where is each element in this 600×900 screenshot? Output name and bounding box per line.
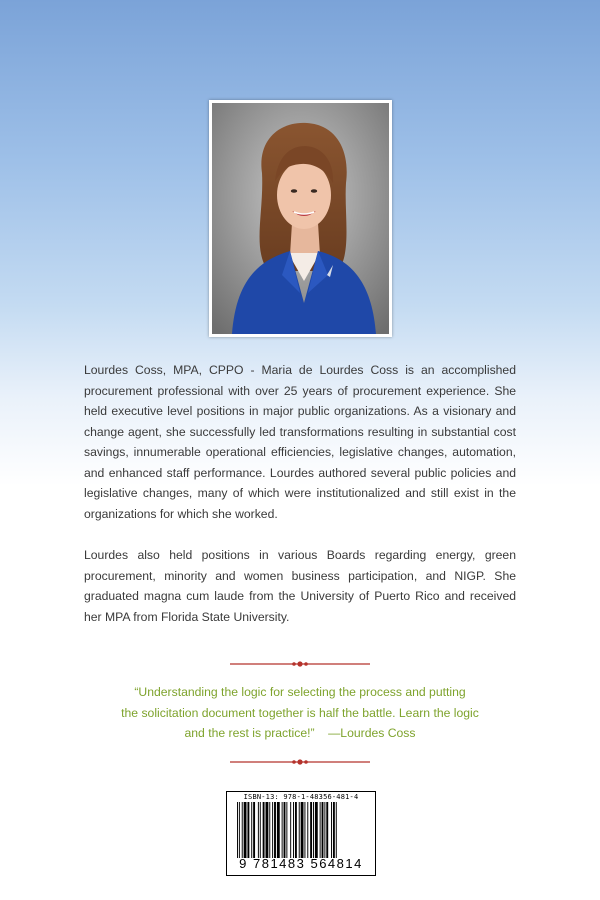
quote-attribution: —Lourdes Coss [328,726,416,740]
barcode-bar [324,802,325,858]
barcode-bar [333,802,335,858]
barcode-bar [260,802,261,858]
barcode-bar [322,802,324,858]
barcode-bar [251,802,252,858]
barcode-bar [247,802,249,858]
barcode-bar [293,802,294,858]
barcode-bar [313,802,314,858]
barcode-bar [307,802,308,858]
barcode-bar [284,802,286,858]
barcode-bar [239,802,240,858]
barcode-bar [263,802,265,858]
barcode-bar [269,802,270,858]
quote-line-2: the solicitation document together is half the battle. Learn the logic [121,705,479,720]
barcode-bar [331,802,332,858]
barcode-bar [326,802,328,858]
barcode-bar [301,802,304,858]
barcode-bars [237,802,365,858]
pull-quote [100,682,500,744]
author-photo [212,103,389,334]
barcode-bar [282,802,283,858]
barcode-bar [244,802,247,858]
barcode-bar [310,802,312,858]
quote-line-3 [100,723,500,744]
ornamental-divider [230,758,370,766]
barcode-bar [336,802,337,858]
bio-paragraph-1: Lourdes Coss, MPA, CPPO - Maria de Lourdes Coss is an accomplished procurement professional with over 25 years of procurement experience. She held executive level positions in major public organizations. As a visionary and change agent, she successfully led transformations resulting in substantial cost savings, innumerable operational efficiencies, legislative changes, automation, and enhanced staff performance. Lourdes authored several public policies and legislative changes, many of which were institutionalized and still exist in the organizations for which she worked. [84,363,516,521]
barcode-bar [272,802,273,858]
barcode-bar [274,802,276,858]
quote-line-1: “Understanding the logic for selecting the process and putting [134,685,466,699]
barcode-bar [304,802,305,858]
barcode-bar [290,802,291,858]
barcode-bar [315,802,318,858]
barcode-bar [299,802,300,858]
barcode-bar [295,802,297,858]
barcode-bar [286,802,287,858]
isbn-label: ISBN-13: 978-1-48356-481-4 [243,793,359,801]
barcode-bar [277,802,280,858]
barcode-digits: 9 781483 564814 [239,856,363,871]
barcode-bar [237,802,238,858]
ornamental-divider [230,660,370,668]
barcode-bar [242,802,243,858]
isbn-barcode [226,791,376,876]
bio-paragraph-2: Lourdes also held positions in various Boards regarding energy, green procurement, minority and women business participation, and NIGP. She graduated magna cum laude from the University of Puerto Rico and received her MPA from Florida State University. [84,548,516,624]
quote-line-3-text: and the rest is practice!” [184,726,315,740]
barcode-bar [258,802,259,858]
barcode-bar [253,802,255,858]
author-photo-frame [209,100,392,337]
barcode-bar [320,802,321,858]
barcode-bar [266,802,269,858]
